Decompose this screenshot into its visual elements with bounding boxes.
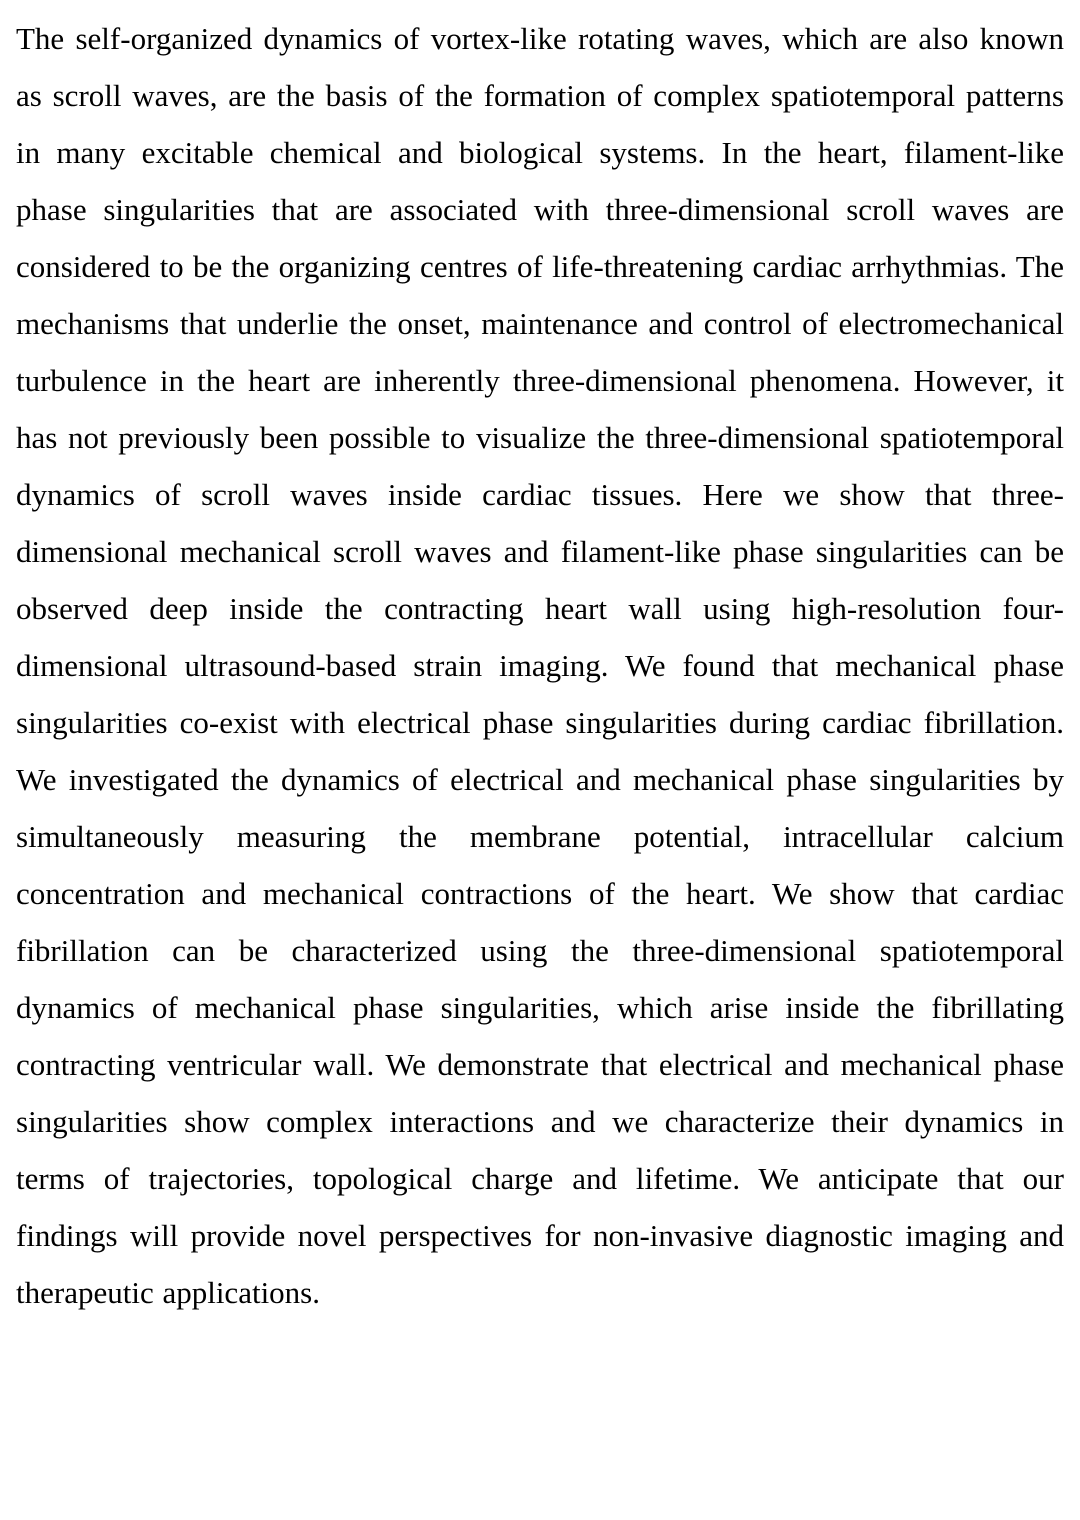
abstract-paragraph: The self-organized dynamics of vortex-like rotating waves, which are also known as scroll waves, are the basis of the formation of complex spatiotemporal patterns in many excitable chemical and biological systems. In the heart, filament-like phase singularities that are associated with three-dimensional scroll waves are considered to be the organizing centres of life-threatening cardiac arrhythmias. The mechanisms that underlie the onset, maintenance and control of electromechanical turbulence in the heart are inherently three-dimensional phenomena. However, it has not previously been possible to visualize the three-dimensional spatiotemporal dynamics of scroll waves inside cardiac tissues. Here we show that three-dimensional mechanical scroll waves and filament-like phase singularities can be observed deep inside the contracting heart wall using high-resolution four-dimensional ultrasound-based strain imaging. We found that mechanical phase singularities co-exist with electrical phase singularities during cardiac fibrillation. We investigated the dynamics of electrical and mechanical phase singularities by simultaneously measuring the membrane potential, intracellular calcium concentration and mechanical contractions of the heart. We show that cardiac fibrillation can be characterized using the three-dimensional spatiotemporal dynamics of mechanical phase singularities, which arise inside the fibrillating contracting ventricular wall. We demonstrate that electrical and mechanical phase singularities show complex interactions and we characterize their dynamics in terms of trajectories, topological charge and lifetime. We anticipate that our findings will provide novel perspectives for non-invasive diagnostic imaging and therapeutic applications.: [16, 21, 1064, 1310]
